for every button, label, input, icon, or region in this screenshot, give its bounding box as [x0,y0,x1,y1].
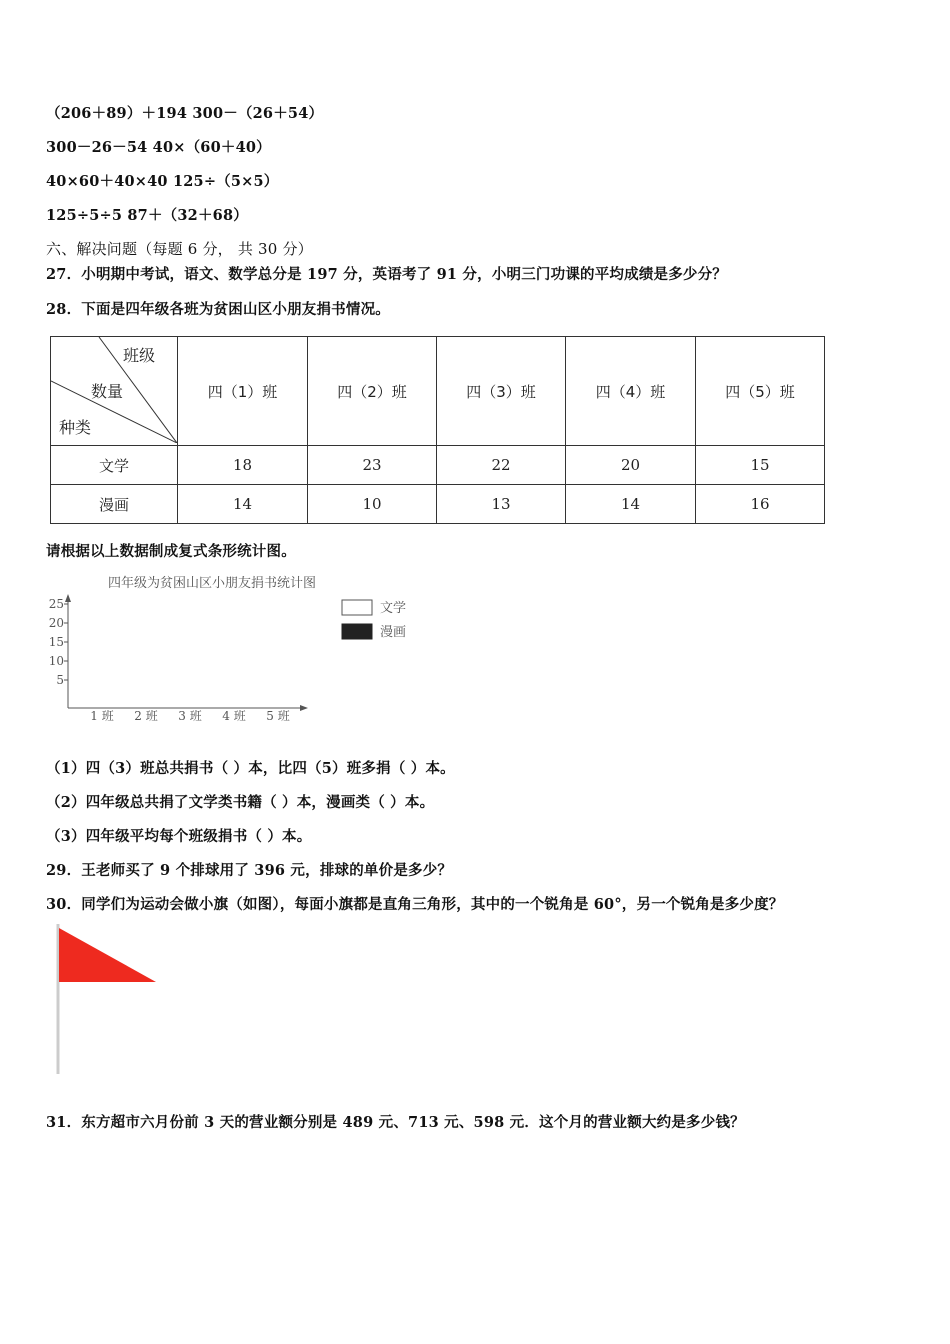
table-cell: 13 [437,485,566,524]
table-cell: 10 [308,485,437,524]
table-row [51,485,825,524]
calc-line-2: 300－26－54 40×（60＋40） [46,139,271,156]
y-tick-label: 20 [48,616,64,630]
y-tick-label: 15 [48,635,64,649]
corner-count-label: 数量 [91,382,124,401]
calc-line-3: 40×60＋40×40 125÷（5×5） [46,173,279,190]
column-header: 四（1）班 [178,337,308,446]
question-28: 28．下面是四年级各班为贫困山区小朋友捐书情况。 [46,301,390,318]
legend-swatch-literature [342,600,372,615]
y-tick-label: 5 [56,673,64,687]
table-cell: 15 [696,446,825,485]
legend-swatch-comics [342,624,372,639]
table-cell: 20 [566,446,696,485]
table-cell: 14 [178,485,308,524]
x-category-label: 3 班 [178,709,202,723]
sub-question-2: （2）四年级总共捐了文学类书籍（ ）本，漫画类（ ）本。 [46,794,435,811]
x-axis-arrow [300,705,308,711]
corner-class-label: 班级 [123,346,156,365]
table-row [51,446,825,485]
y-tick-label: 10 [48,654,64,668]
sub-question-3: （3）四年级平均每个班级捐书（ ）本。 [46,828,312,845]
y-tick-label: 25 [48,597,64,611]
flag-figure [50,920,170,1080]
legend-label: 漫画 [380,625,407,640]
question-30: 30．同学们为运动会做小旗（如图），每面小旗都是直角三角形，其中的一个锐角是 60°，另一个锐角是多少度？ [46,896,784,913]
corner-kind-label: 种类 [59,418,92,437]
table-cell: 22 [437,446,566,485]
bar-chart-template [40,570,440,730]
donation-table [50,336,825,524]
table-cell: 14 [566,485,696,524]
table-cell: 23 [308,446,437,485]
table-cell: 18 [178,446,308,485]
question-27: 27．小明期中考试，语文、数学总分是 197 分，英语考了 91 分，小明三门功课的平均成绩是多少分？ [46,266,728,283]
x-category-label: 1 班 [90,709,114,723]
row-label: 文学 [51,446,178,485]
table-corner-cell [51,337,178,446]
calc-line-1: （206＋89）＋194 300－（26＋54） [46,105,324,122]
flag-triangle [59,928,156,982]
chart-title: 四年级为贫困山区小朋友捐书统计图 [108,576,317,591]
x-category-label: 5 班 [266,709,290,723]
legend-label: 文学 [380,601,407,616]
y-axis-arrow [65,594,71,602]
x-category-label: 2 班 [134,709,158,723]
question-31: 31．东方超市六月份前 3 天的营业额分别是 489 元、713 元、598 元．这个月的营业额大约是多少钱？ [46,1114,745,1131]
section-heading: 六、解决问题（每题 6 分， 共 30 分） [46,240,313,258]
question-29: 29．王老师买了 9 个排球用了 396 元，排球的单价是多少？ [46,862,453,879]
column-header: 四（4）班 [566,337,696,446]
column-header: 四（3）班 [437,337,566,446]
sub-question-1: （1）四（3）班总共捐书（ ）本，比四（5）班多捐（ ）本。 [46,760,455,777]
x-category-label: 4 班 [222,709,246,723]
column-header: 四（5）班 [696,337,825,446]
chart-instruction: 请根据以上数据制成复式条形统计图。 [46,543,296,560]
table-cell: 16 [696,485,825,524]
column-header: 四（2）班 [308,337,437,446]
row-label: 漫画 [51,485,178,524]
calc-line-4: 125÷5÷5 87＋（32＋68） [46,207,248,224]
